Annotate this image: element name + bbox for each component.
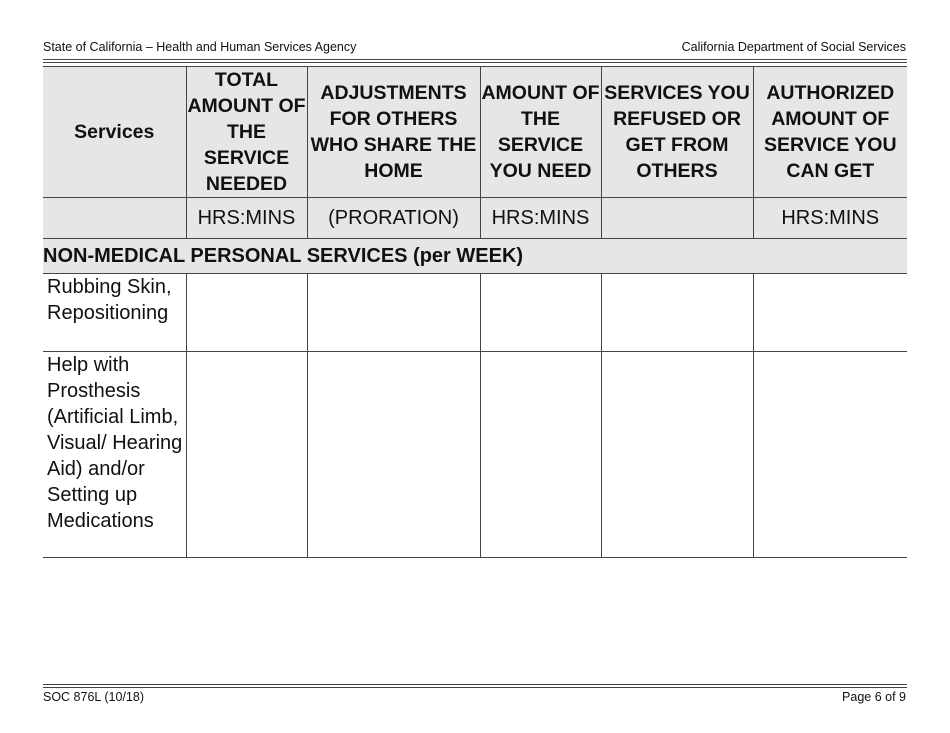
unit-cell-authorized-amount: HRS:MINS [753, 198, 907, 239]
units-row [43, 198, 907, 239]
refused-services-field[interactable] [601, 274, 753, 352]
services-table [43, 66, 907, 558]
service-name-cell: Help with Prosthesis (Artificial Limb, Visual/ Hearing Aid) and/or Setting up Medications [43, 352, 186, 558]
section-title: NON-MEDICAL PERSONAL SERVICES (per WEEK) [43, 239, 907, 274]
agency-header: State of California – Health and Human Services Agency [43, 40, 357, 54]
unit-cell-total-amount: HRS:MINS [186, 198, 307, 239]
column-header-total-amount: TOTAL AMOUNT OF THE SERVICE NEEDED [186, 67, 307, 198]
table-row [43, 274, 907, 352]
adjustments-field[interactable] [307, 352, 480, 558]
amount-needed-field[interactable] [480, 274, 601, 352]
unit-cell-services [43, 198, 186, 239]
unit-cell-refused-services [601, 198, 753, 239]
total-amount-field[interactable] [186, 274, 307, 352]
refused-services-field[interactable] [601, 352, 753, 558]
unit-cell-amount-needed: HRS:MINS [480, 198, 601, 239]
department-header: California Department of Social Services [681, 40, 906, 54]
section-header-row [43, 239, 907, 274]
header-divider [43, 59, 907, 60]
unit-cell-adjustments: (PRORATION) [307, 198, 480, 239]
amount-needed-field[interactable] [480, 352, 601, 558]
column-header-adjustments: ADJUSTMENTS FOR OTHERS WHO SHARE THE HOME [307, 67, 480, 198]
form-identifier: SOC 876L (10/18) [43, 690, 144, 704]
header-divider-secondary [43, 62, 907, 63]
column-header-amount-needed: AMOUNT OF THE SERVICE YOU NEED [480, 67, 601, 198]
table-row [43, 352, 907, 558]
adjustments-field[interactable] [307, 274, 480, 352]
footer-divider-secondary [43, 687, 907, 688]
page-number: Page 6 of 9 [842, 690, 906, 704]
authorized-amount-field[interactable] [753, 274, 907, 352]
total-amount-field[interactable] [186, 352, 307, 558]
service-name-cell: Rubbing Skin, Repositioning [43, 274, 186, 352]
column-header-row [43, 67, 907, 198]
footer-divider [43, 684, 907, 685]
column-header-refused-services: SERVICES YOU REFUSED OR GET FROM OTHERS [601, 67, 753, 198]
column-header-services: Services [43, 67, 186, 198]
column-header-authorized-amount: AUTHORIZED AMOUNT OF SERVICE YOU CAN GET [753, 67, 907, 198]
authorized-amount-field[interactable] [753, 352, 907, 558]
